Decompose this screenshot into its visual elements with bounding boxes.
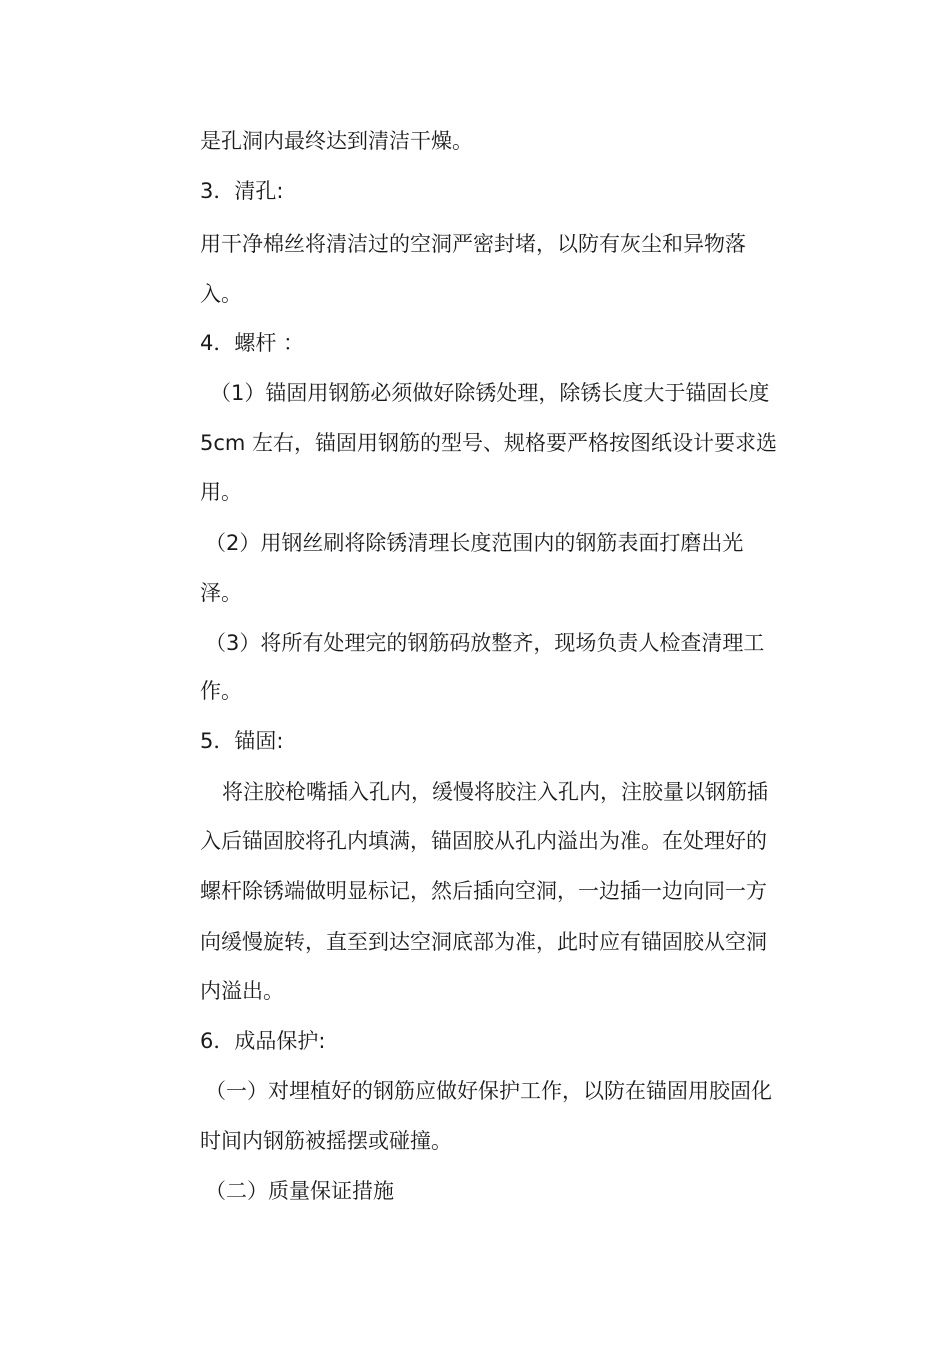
text-line: 入。 xyxy=(200,282,242,306)
text-line: （一）对埋植好的钢筋应做好保护工作，以防在锚固用胶固化 xyxy=(205,1079,772,1103)
section-heading-clean-hole: 3．清孔: xyxy=(200,179,284,203)
text-line: 是孔洞内最终达到清洁干燥。 xyxy=(200,129,473,153)
text-line: 泽。 xyxy=(200,581,242,605)
text-line: 时间内钢筋被摇摆或碰撞。 xyxy=(200,1129,452,1153)
text-line: （3）将所有处理完的钢筋码放整齐，现场负责人检查清理工 xyxy=(205,631,765,655)
text-line: 螺杆除锈端做明显标记，然后插向空洞，一边插一边向同一方 xyxy=(200,879,767,903)
subsection-heading-quality-assurance: （二）质量保证措施 xyxy=(205,1179,394,1203)
text-line: 用干净棉丝将清洁过的空洞严密封堵，以防有灰尘和异物落 xyxy=(200,232,746,256)
section-heading-bolt: 4．螺杆 ： xyxy=(200,331,305,355)
text-line: 用。 xyxy=(200,480,242,504)
section-heading-anchoring: 5．锚固: xyxy=(200,729,284,753)
text-line: 向缓慢旋转，直至到达空洞底部为准，此时应有锚固胶从空洞 xyxy=(200,930,767,954)
text-line: 作。 xyxy=(200,679,242,703)
text-line: 入后锚固胶将孔内填满，锚固胶从孔内溢出为准。在处理好的 xyxy=(200,829,767,853)
text-line: （2）用钢丝刷将除锈清理长度范围内的钢筋表面打磨出光 xyxy=(205,531,744,555)
text-line: 内溢出。 xyxy=(200,979,284,1003)
text-line: 将注胶枪嘴插入孔内，缓慢将胶注入孔内，注胶量以钢筋插 xyxy=(222,780,768,804)
section-heading-product-protection: 6．成品保护: xyxy=(200,1029,326,1053)
text-line: 5cm 左右，锚固用钢筋的型号、规格要严格按图纸设计要求选 xyxy=(200,431,778,455)
text-line: （1）锚固用钢筋必须做好除锈处理，除锈长度大于锚固长度 xyxy=(210,381,770,405)
